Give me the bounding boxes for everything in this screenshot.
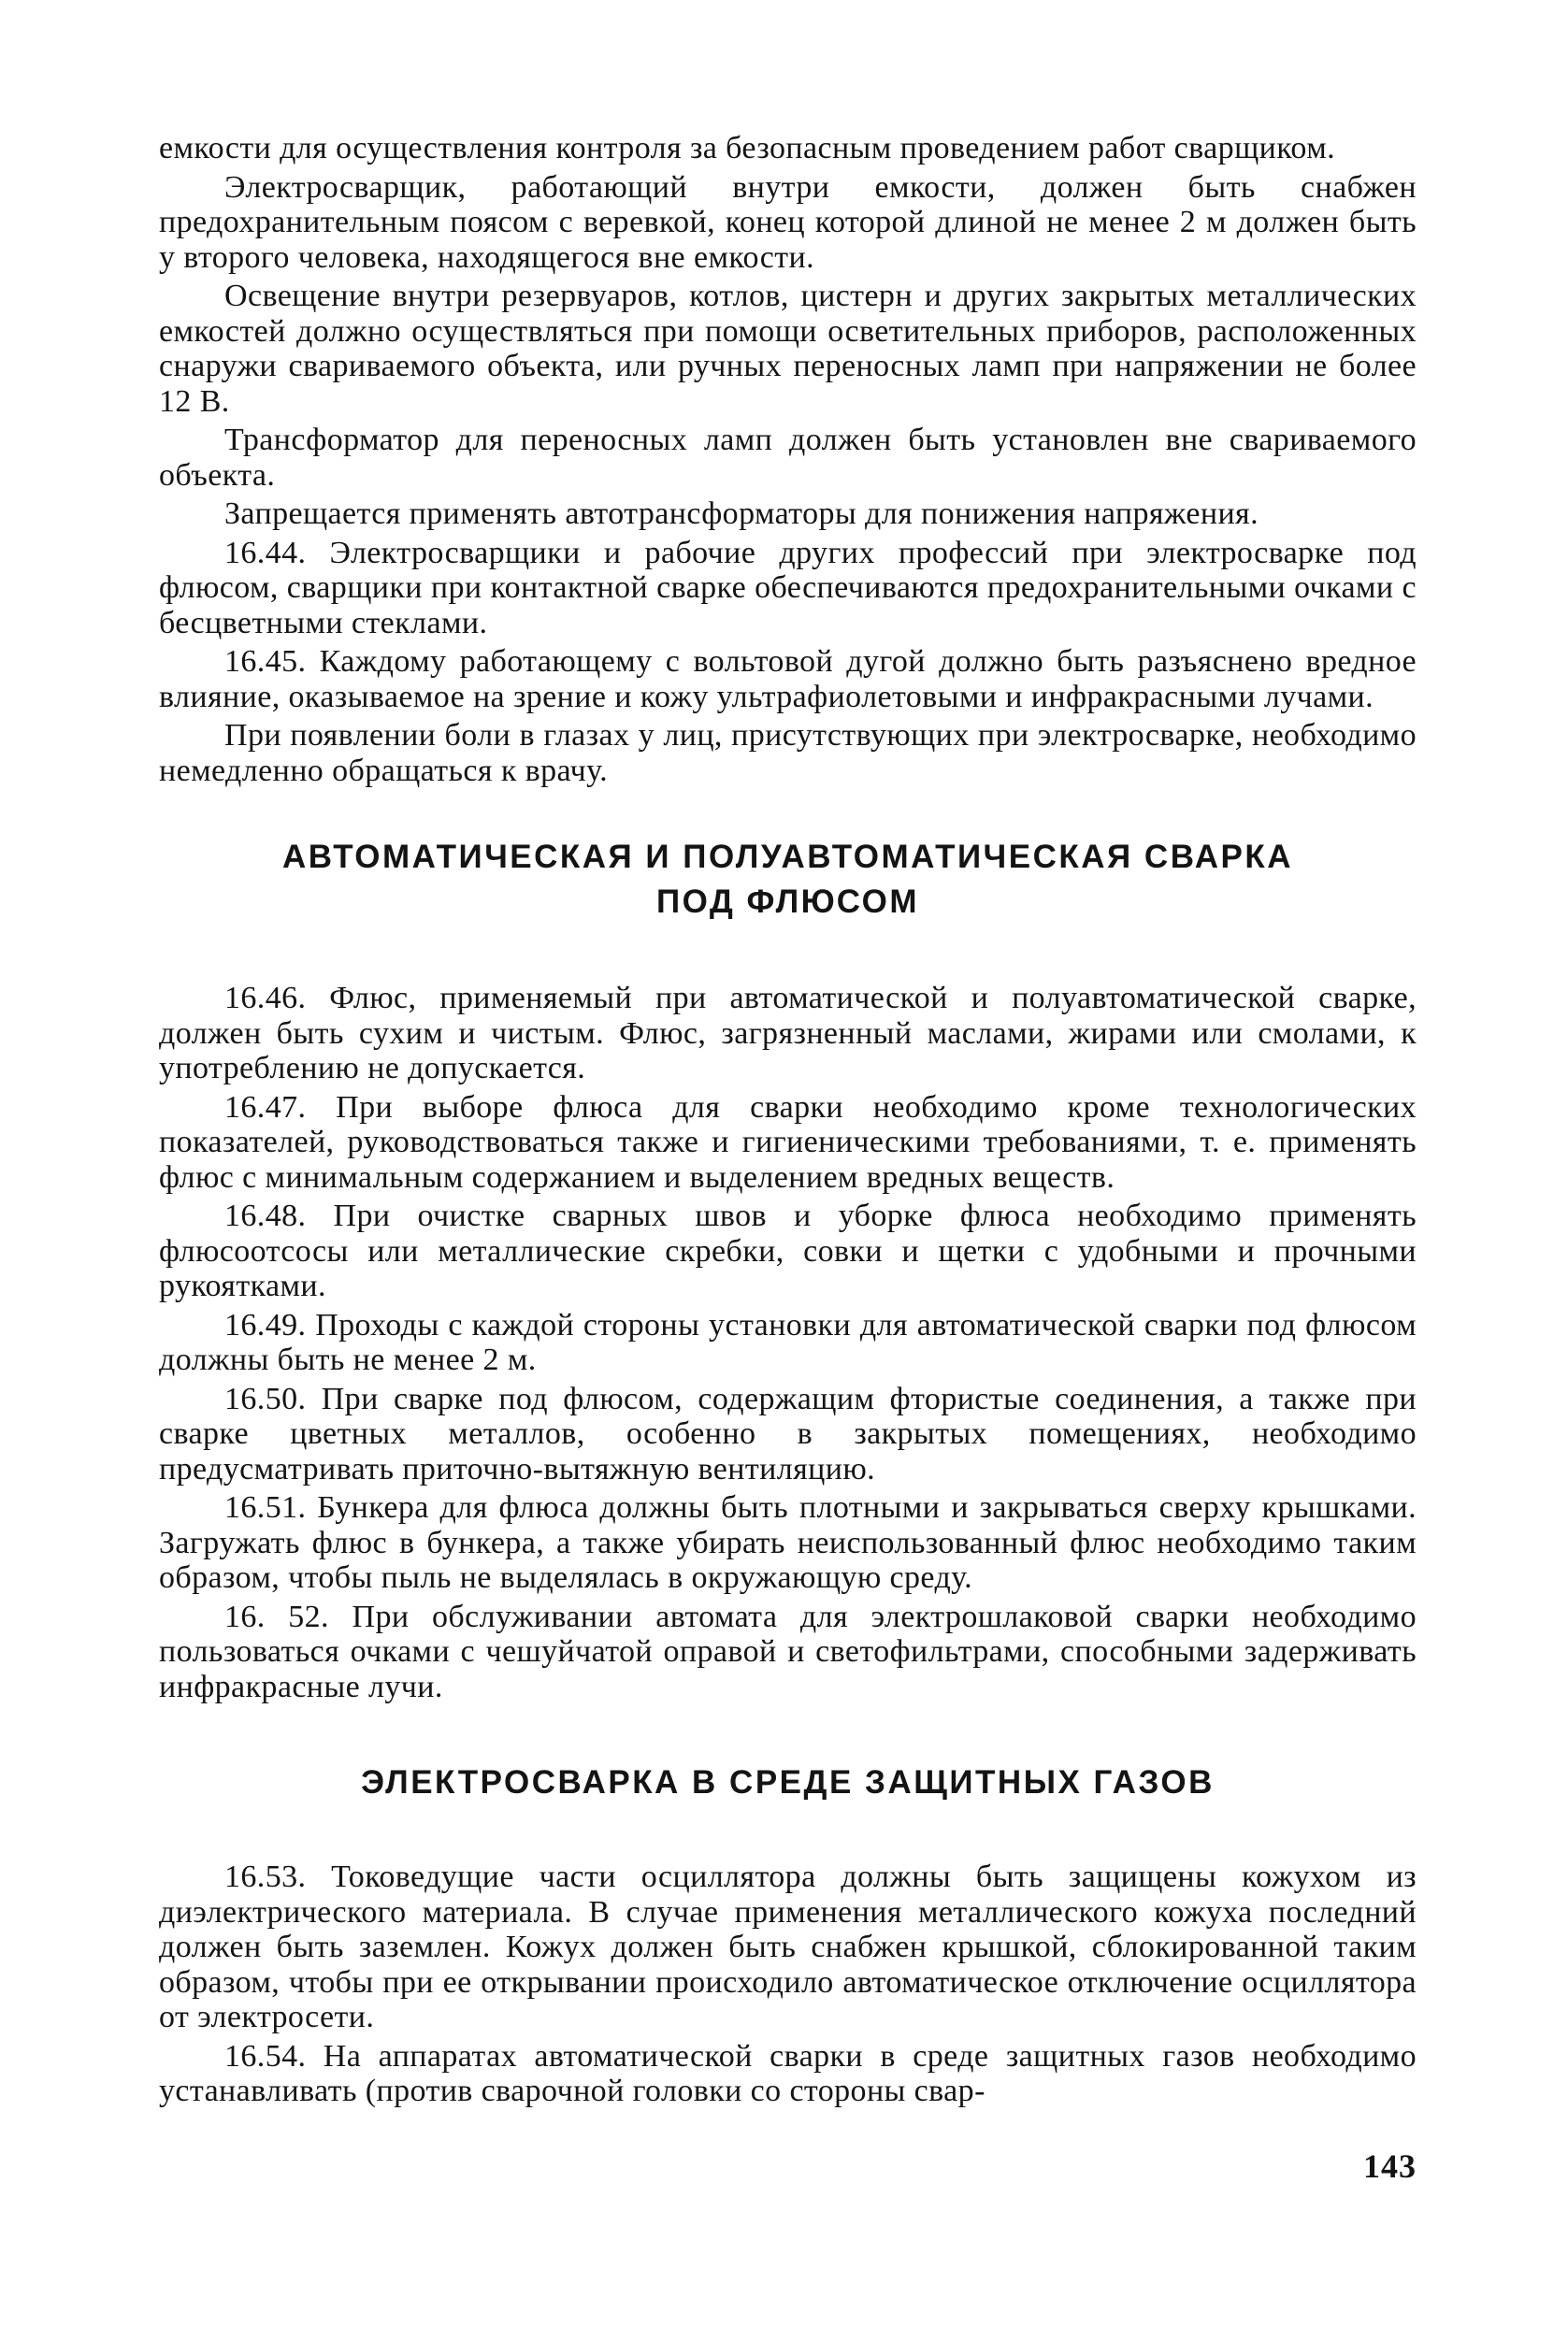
section-heading-line-2: ПОД ФЛЮСОМ xyxy=(655,883,920,920)
paragraph-transformer: Трансформатор для переносных ламп должен быть установлен вне свариваемого объекта. xyxy=(159,423,1417,493)
paragraph-16-46: 16.46. Флюс, применяемый при автоматической и полуавтоматической сварке, должен быть сухим и чистым. Флюс, загрязненный маслами, жирами или смолами, к употреблению не допускается. xyxy=(159,981,1417,1085)
paragraph-16-52: 16. 52. При обслуживании автомата для электрошлаковой сварки необходимо пользоваться очками с чешуйчатой оправой и светофильтрами, способными задерживать инфракрасные лучи. xyxy=(159,1599,1417,1704)
paragraph-16-45: 16.45. Каждому работающему с вольтовой дугой должно быть разъяснено вредное влияние, оказываемое на зрение и кожу ультрафиолетовыми и инфракрасными лучами. xyxy=(159,644,1417,714)
paragraph-continuation: емкости для осуществления контроля за безопасным проведением работ сварщиком. xyxy=(159,131,1336,165)
document-page xyxy=(159,131,1417,2113)
paragraph-16-47: 16.47. При выборе флюса для сварки необходимо кроме технологических показателей, руководствоваться также и гигиеническими требованиями, т. е. применять флюс с минимальным содержанием и выделением вредных веществ. xyxy=(159,1089,1417,1195)
paragraph-eye-pain: При появлении боли в глазах у лиц, присутствующих при электросварке, необходимо немедленно обращаться к врачу. xyxy=(159,718,1417,788)
section-heading-line-1: АВТОМАТИЧЕСКАЯ И ПОЛУАВТОМАТИЧЕСКАЯ СВАРКА xyxy=(282,839,1293,875)
paragraph-16-48: 16.48. При очистке сварных швов и уборке флюса необходимо применять флюсоотсосы или металлические скребки, совки и щетки с удобными и прочными рукоятками. xyxy=(159,1199,1417,1303)
section-heading-shielding-gas: ЭЛЕКТРОСВАРКА В СРЕДЕ ЗАЩИТНЫХ ГАЗОВ xyxy=(361,1764,1215,1801)
paragraph-lighting: Освещение внутри резервуаров, котлов, цистерн и других закрытых металлических емкостей должно осуществляться при помощи осветительных приборов, расположенных снаружи свариваемого объекта, или ручных переносных ламп при напряжении не более 12 В. xyxy=(159,279,1417,419)
paragraph-16-50: 16.50. При сварке под флюсом, содержащим фтористые соединения, а также при сварке цветных металлов, особенно в закрытых помещениях, необходимо предусматривать приточно-вытяжную вентиляцию. xyxy=(159,1381,1417,1486)
paragraph-autotransformer-ban: Запрещается применять автотрансформаторы для понижения напряжения. xyxy=(224,496,1259,531)
paragraph-16-53: 16.53. Токоведущие части осциллятора должны быть защищены кожухом из диэлектрического материала. В случае применения металлического кожуха последний должен быть заземлен. Кожух должен быть снабжен крышкой, сблокированной таким образом, чтобы при ее открывании происходило автоматическое отключение осциллятора от электросети. xyxy=(159,1860,1417,2034)
paragraph-16-54: 16.54. На аппаратах автоматической сварки в среде защитных газов необходимо устанавливать (против сварочной головки со стороны свар- xyxy=(159,2038,1417,2108)
section-heading-flux-welding xyxy=(159,835,1417,925)
paragraph-16-51: 16.51. Бункера для флюса должны быть плотными и закрываться сверху крышками. Загружать флюс в бункера, а также убирать неиспользованный флюс необходимо таким образом, чтобы пыль не выделялась в окружающую среду. xyxy=(159,1490,1417,1595)
paragraph-safety-belt: Электросварщик, работающий внутри емкости, должен быть снабжен предохранительным поясом с веревкой, конец которой длиной не менее 2 м должен быть у второго человека, находящегося вне емкости. xyxy=(159,169,1417,275)
paragraph-16-49: 16.49. Проходы с каждой стороны установки для автоматической сварки под флюсом должны быть не менее 2 м. xyxy=(159,1307,1417,1377)
page-number: 143 xyxy=(1363,2147,1417,2185)
paragraph-16-44: 16.44. Электросварщики и рабочие других профессий при электросварке под флюсом, сварщики при контактной сварке обеспечиваются предохранительными очками с бесцветными стеклами. xyxy=(159,535,1417,640)
